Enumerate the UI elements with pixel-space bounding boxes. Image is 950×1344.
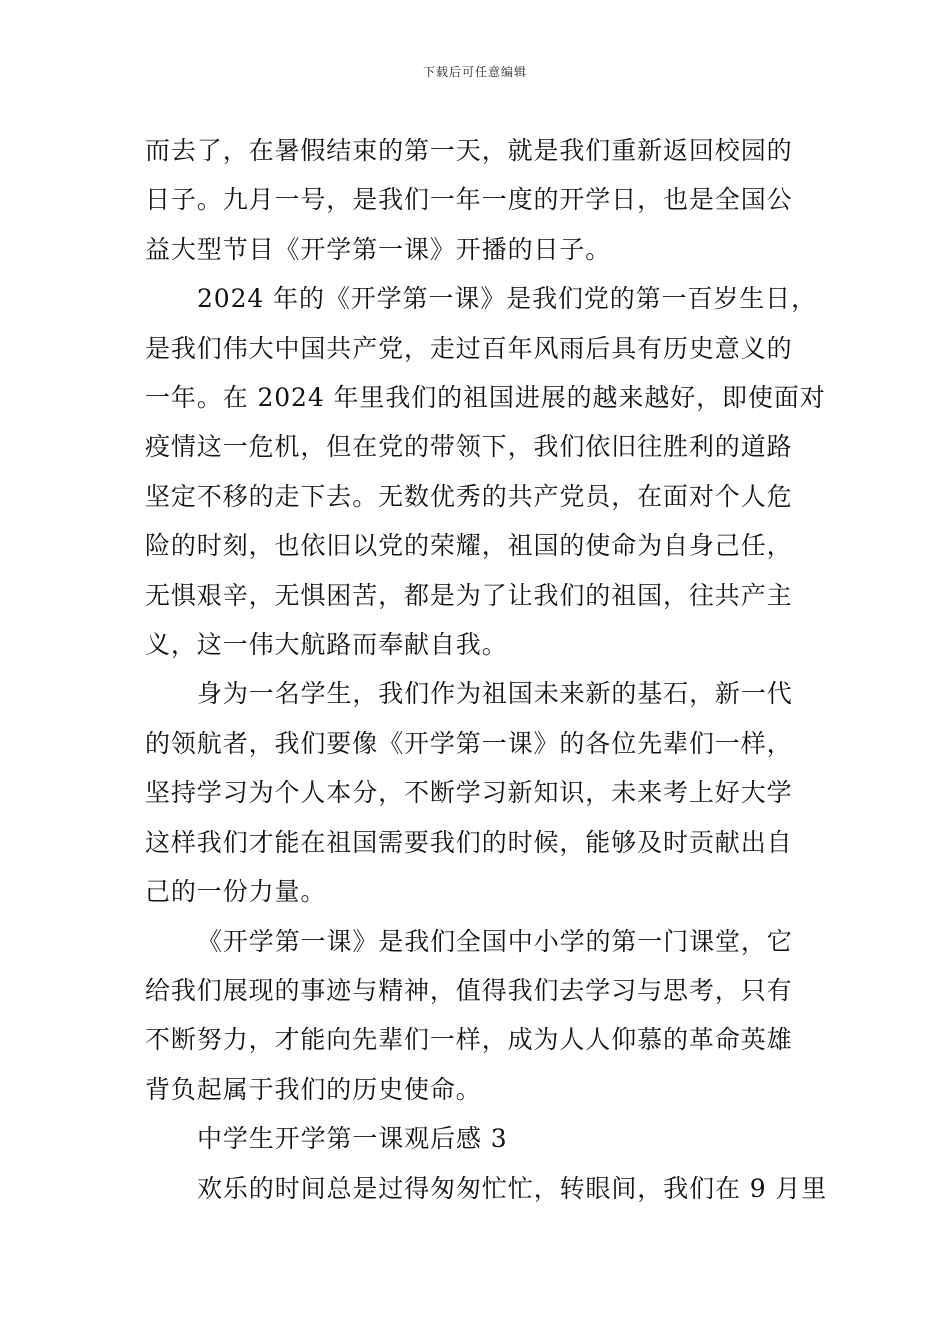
text-line: 疫情这一危机，但在党的带领下，我们依旧往胜利的道路	[145, 432, 793, 462]
section-heading: 中学生开学第一课观后感 3	[197, 1124, 508, 1154]
text-line: 坚定不移的走下去。无数优秀的共产党员，在面对个人危	[145, 481, 793, 511]
text-line: 险的时刻，也依旧以党的荣耀，祖国的使命为自身己任，	[145, 531, 793, 561]
text-line: 不断努力，才能向先辈们一样，成为人人仰慕的革命英雄	[145, 1025, 793, 1055]
document-body	[145, 126, 828, 1213]
text-line: 这样我们才能在祖国需要我们的时候，能够及时贡献出自	[145, 827, 793, 857]
text-line: 的领航者，我们要像《开学第一课》的各位先辈们一样，	[145, 728, 793, 758]
text-line: 背负起属于我们的历史使命。	[145, 1074, 482, 1104]
paragraph-start-line: 2024 年的《开学第一课》是我们党的第一百岁生日，	[197, 284, 817, 314]
text-line: 无惧艰辛，无惧困苦，都是为了让我们的祖国，往共产主	[145, 580, 793, 610]
text-line: 是我们伟大中国共产党，走过百年风雨后具有历史意义的	[145, 333, 793, 363]
text-line: 己的一份力量。	[145, 877, 327, 907]
paragraph-start-line: 欢乐的时间总是过得匆匆忙忙，转眼间，我们在 9 月里	[197, 1173, 828, 1203]
text-line: 日子。九月一号，是我们一年一度的开学日，也是全国公	[145, 185, 793, 215]
text-line: 给我们展现的事迹与精神，值得我们去学习与思考，只有	[145, 975, 793, 1005]
text-line: 坚持学习为个人本分，不断学习新知识，未来考上好大学	[145, 778, 793, 808]
text-line: 益大型节目《开学第一课》开播的日子。	[145, 234, 612, 264]
paragraph-start-line: 身为一名学生，我们作为祖国未来新的基石，新一代	[197, 679, 793, 709]
page-header: 下载后可任意编辑	[422, 65, 527, 79]
text-line: 一年。在 2024 年里我们的祖国进展的越来越好，即使面对	[145, 383, 826, 413]
text-line: 而去了，在暑假结束的第一天，就是我们重新返回校园的	[145, 136, 793, 165]
paragraph-start-line: 《开学第一课》是我们全国中小学的第一门课堂，它	[197, 926, 793, 956]
text-line: 义，这一伟大航路而奉献自我。	[145, 630, 508, 660]
